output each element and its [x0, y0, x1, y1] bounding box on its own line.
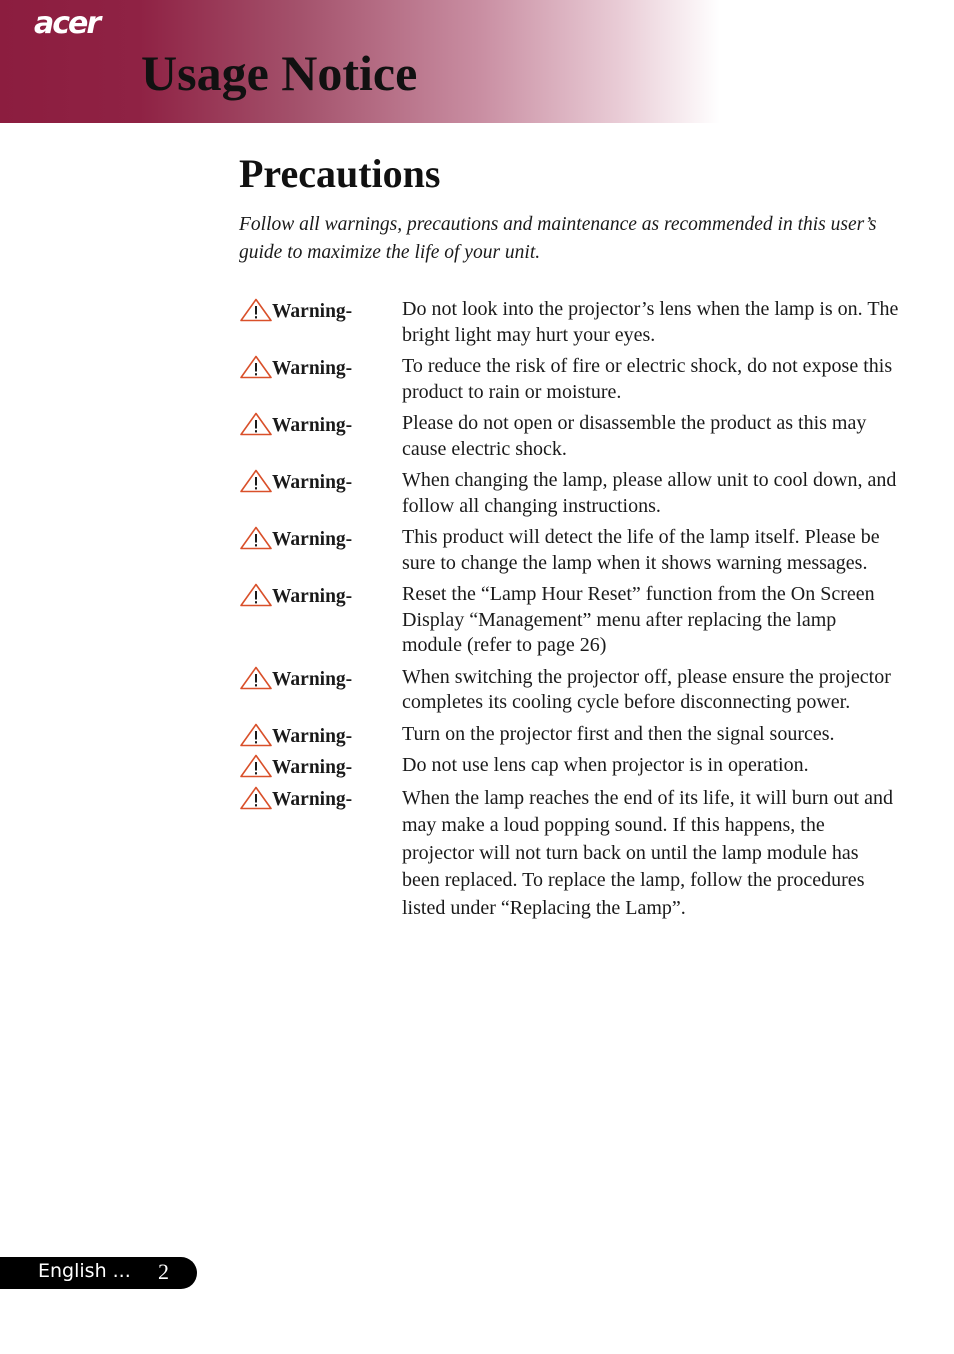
warning-text: Please do not open or disassemble the product as this may cause electric shock.: [402, 412, 867, 460]
page-number: 2: [158, 1259, 169, 1284]
header-band: [0, 0, 954, 123]
warning-text: When changing the lamp, please allow unit to cool down, and follow all changing instructions.: [402, 469, 897, 517]
warning-triangle-icon: [239, 786, 272, 810]
warning-text: When the lamp reaches the end of its life, it will burn out and may make a loud popping sound. If this happens, the projector will not turn back on until the lamp module has been replaced. To replace the lamp, follow the procedures listed under “Replacing the Lamp”.: [402, 786, 893, 919]
warning-triangle-icon: [239, 298, 272, 322]
warning-text: To reduce the risk of fire or electric shock, do not expose this product to rain or moisture.: [402, 355, 893, 403]
warning-triangle-icon: [239, 723, 272, 747]
warning-label: Warning-: [272, 668, 353, 690]
warning-item: [239, 753, 899, 779]
warning-text: Reset the “Lamp Hour Reset” function from the On Screen Display “Management” menu after replacing the lamp module (refer to page 26): [402, 583, 875, 656]
warning-item: [239, 785, 899, 923]
warning-list: [239, 297, 899, 928]
warning-triangle-icon: [239, 469, 272, 493]
warning-item: [239, 582, 899, 659]
warning-label: Warning-: [272, 472, 353, 493]
warning-item: [239, 468, 899, 519]
warning-triangle-icon: [239, 583, 272, 607]
warning-label: Warning-: [272, 586, 353, 607]
warning-item: [239, 354, 899, 405]
acer-logo: acer: [34, 6, 100, 41]
warning-triangle-icon: [239, 412, 272, 436]
section-title: Usage Notice: [141, 45, 418, 101]
warning-triangle-icon: [239, 355, 272, 379]
warning-triangle-icon: [239, 526, 272, 550]
warning-item: [239, 297, 899, 348]
warning-triangle-icon: [239, 666, 272, 690]
warning-item: [239, 722, 899, 748]
warning-text: This product will detect the life of the lamp itself. Please be sure to change the lamp when it shows warning messages.: [402, 526, 880, 574]
warning-item: [239, 665, 899, 716]
warning-text: Turn on the projector first and then the signal sources.: [402, 722, 835, 745]
warning-item: [239, 411, 899, 462]
footer-language: English ...: [38, 1260, 131, 1282]
warning-label: Warning-: [272, 757, 353, 778]
warning-label: Warning-: [272, 301, 353, 322]
warning-text: Do not use lens cap when projector is in operation.: [402, 754, 809, 776]
warning-label: Warning-: [272, 358, 353, 379]
warning-label: Warning-: [272, 725, 353, 747]
warning-text: When switching the projector off, please ensure the projector completes its cooling cycle before disconnecting power.: [402, 665, 891, 713]
page-footer: [0, 1257, 197, 1289]
warning-triangle-icon: [239, 754, 272, 778]
warning-item: [239, 525, 899, 576]
page-heading: Precautions: [239, 151, 441, 196]
warning-label: Warning-: [272, 788, 353, 810]
warning-label: Warning-: [272, 529, 353, 550]
intro-paragraph: Follow all warnings, precautions and maintenance as recommended in this user’s guide to maximize the life of your unit.: [239, 214, 877, 263]
warning-label: Warning-: [272, 415, 353, 436]
warning-text: Do not look into the projector’s lens when the lamp is on. The bright light may hurt your eyes.: [402, 298, 899, 346]
